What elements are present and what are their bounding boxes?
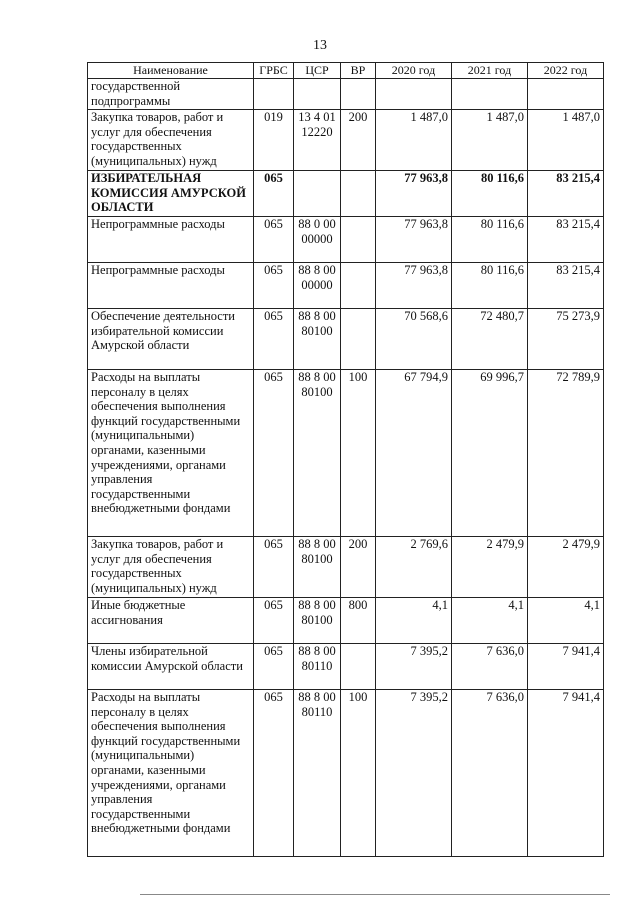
row-2021: 7 636,0: [452, 644, 528, 690]
row-2020: 77 963,8: [376, 263, 452, 309]
row-2020: 2 769,6: [376, 537, 452, 598]
row-2021: 2 479,9: [452, 537, 528, 598]
header-2021: 2021 год: [452, 63, 528, 79]
row-2022: 1 487,0: [528, 110, 604, 171]
row-vr: [341, 263, 376, 309]
row-2020: 7 395,2: [376, 644, 452, 690]
row-2020: 77 963,8: [376, 171, 452, 217]
row-name: Закупка товаров, работ и услуг для обеспечения государственных (муниципальных) нужд: [88, 110, 254, 171]
header-grbs: ГРБС: [254, 63, 294, 79]
table-row: [88, 171, 604, 217]
page-number: 13: [313, 38, 327, 53]
row-2022: 4,1: [528, 598, 604, 644]
row-2021: 72 480,7: [452, 309, 528, 370]
row-2021: 4,1: [452, 598, 528, 644]
row-2022: 2 479,9: [528, 537, 604, 598]
row-grbs: 065: [254, 537, 294, 598]
row-csr: 88 8 00 00000: [294, 263, 341, 309]
row-vr: [341, 79, 376, 110]
row-csr: 88 8 00 80110: [294, 690, 341, 857]
row-name: государственной подпрограммы: [88, 79, 254, 110]
header-csr: ЦСР: [294, 63, 341, 79]
row-2021: 1 487,0: [452, 110, 528, 171]
row-csr: 88 8 00 80100: [294, 370, 341, 537]
row-name: Непрограммные расходы: [88, 263, 254, 309]
table-row: [88, 309, 604, 370]
row-grbs: 065: [254, 598, 294, 644]
row-2022: 83 215,4: [528, 217, 604, 263]
header-2020: 2020 год: [376, 63, 452, 79]
row-2022: 75 273,9: [528, 309, 604, 370]
row-vr: 100: [341, 370, 376, 537]
row-name: Расходы на выплаты персоналу в целях обеспечения выполнения функций государственными (муниципальными) органами, казенными учреждениями, органами управления государственными внебюджетными фондами: [88, 690, 254, 857]
row-2021: [452, 79, 528, 110]
row-2020: [376, 79, 452, 110]
row-csr: 88 8 00 80110: [294, 644, 341, 690]
row-csr: [294, 171, 341, 217]
row-grbs: 019: [254, 110, 294, 171]
row-grbs: 065: [254, 171, 294, 217]
row-vr: 800: [341, 598, 376, 644]
row-csr: [294, 79, 341, 110]
table-header-row: [88, 63, 604, 79]
table-row: [88, 263, 604, 309]
row-name: Члены избирательной комиссии Амурской области: [88, 644, 254, 690]
row-2020: 1 487,0: [376, 110, 452, 171]
table-row: [88, 110, 604, 171]
row-name: ИЗБИРАТЕЛЬНАЯ КОМИССИЯ АМУРСКОЙ ОБЛАСТИ: [88, 171, 254, 217]
row-2021: 69 996,7: [452, 370, 528, 537]
row-csr: 88 8 00 80100: [294, 537, 341, 598]
row-vr: [341, 217, 376, 263]
row-2020: 77 963,8: [376, 217, 452, 263]
row-vr: 100: [341, 690, 376, 857]
row-grbs: 065: [254, 690, 294, 857]
row-name: Закупка товаров, работ и услуг для обеспечения государственных (муниципальных) нужд: [88, 537, 254, 598]
row-grbs: 065: [254, 644, 294, 690]
row-2022: 7 941,4: [528, 690, 604, 857]
row-2022: [528, 79, 604, 110]
row-2020: 70 568,6: [376, 309, 452, 370]
row-2021: 7 636,0: [452, 690, 528, 857]
row-vr: 200: [341, 110, 376, 171]
row-csr: 13 4 01 12220: [294, 110, 341, 171]
row-grbs: 065: [254, 370, 294, 537]
table-row: [88, 644, 604, 690]
header-vr: ВР: [341, 63, 376, 79]
row-grbs: 065: [254, 309, 294, 370]
table-row: [88, 370, 604, 537]
row-2022: 7 941,4: [528, 644, 604, 690]
table-row: [88, 217, 604, 263]
row-2021: 80 116,6: [452, 263, 528, 309]
row-2020: 4,1: [376, 598, 452, 644]
row-name: Иные бюджетные ассигнования: [88, 598, 254, 644]
row-name: Обеспечение деятельности избирательной комиссии Амурской области: [88, 309, 254, 370]
row-2020: 67 794,9: [376, 370, 452, 537]
table-row: [88, 537, 604, 598]
row-csr: 88 8 00 80100: [294, 598, 341, 644]
row-name: Расходы на выплаты персоналу в целях обеспечения выполнения функций государственными (муниципальными) органами, казенными учреждениями, органами управления государственными внебюджетными фондами: [88, 370, 254, 537]
table-row: [88, 598, 604, 644]
row-2020: 7 395,2: [376, 690, 452, 857]
row-grbs: 065: [254, 217, 294, 263]
row-2021: 80 116,6: [452, 171, 528, 217]
table-row: [88, 79, 604, 110]
table-row: [88, 690, 604, 857]
bottom-divider: [140, 894, 610, 895]
row-2022: 83 215,4: [528, 171, 604, 217]
row-2022: 72 789,9: [528, 370, 604, 537]
row-grbs: [254, 79, 294, 110]
row-vr: [341, 309, 376, 370]
row-2022: 83 215,4: [528, 263, 604, 309]
row-2021: 80 116,6: [452, 217, 528, 263]
header-2022: 2022 год: [528, 63, 604, 79]
row-name: Непрограммные расходы: [88, 217, 254, 263]
header-name: Наименование: [88, 63, 254, 79]
row-csr: 88 8 00 80100: [294, 309, 341, 370]
row-grbs: 065: [254, 263, 294, 309]
budget-table: [87, 62, 604, 857]
row-csr: 88 0 00 00000: [294, 217, 341, 263]
row-vr: 200: [341, 537, 376, 598]
row-vr: [341, 171, 376, 217]
row-vr: [341, 644, 376, 690]
